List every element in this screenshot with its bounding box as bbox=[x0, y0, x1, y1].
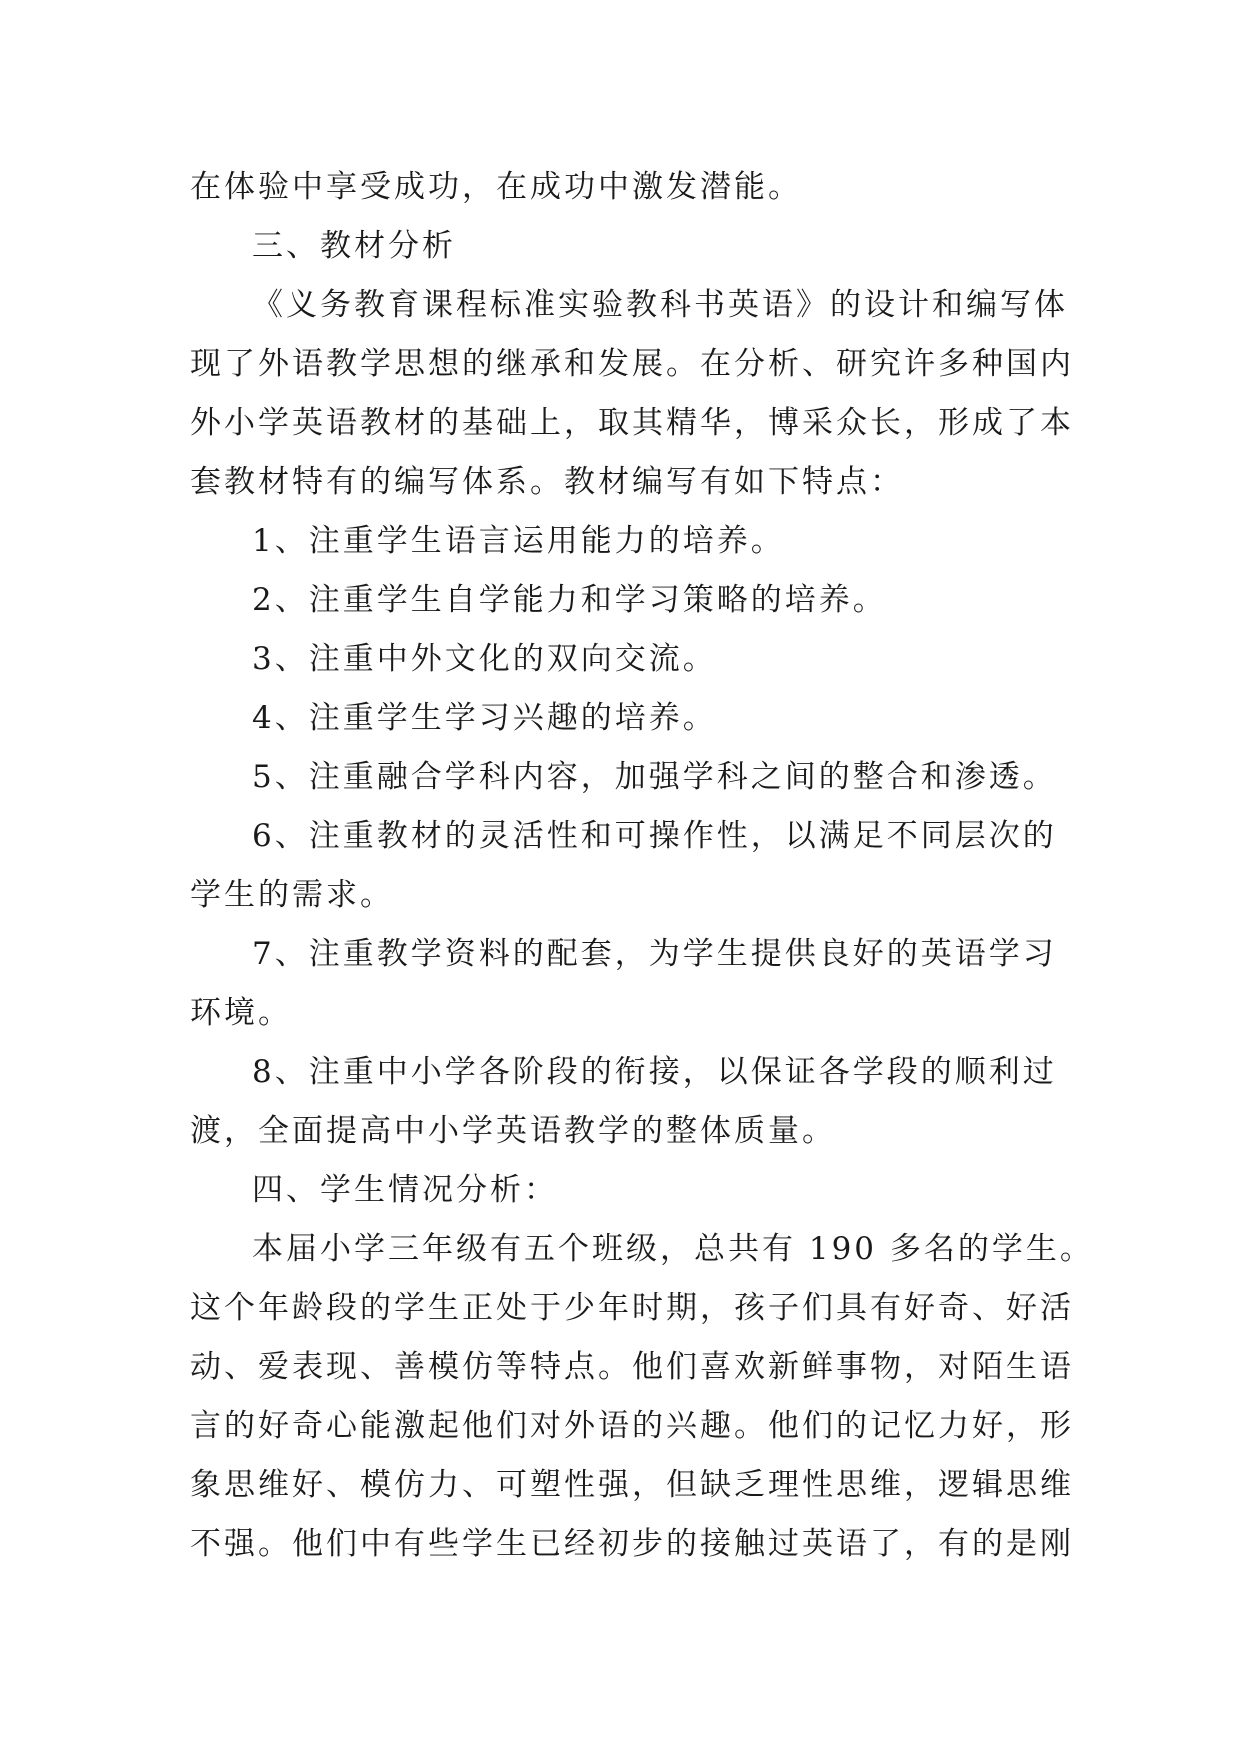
text-line: 本届小学三年级有五个班级，总共有 190 多名的学生。 bbox=[252, 1231, 1094, 1267]
text-line: 渡，全面提高中小学英语教学的整体质量。 bbox=[190, 1113, 836, 1149]
list-item: 4、注重学生学习兴趣的培养。 bbox=[252, 700, 717, 736]
text-line: 象思维好、模仿力、可塑性强，但缺乏理性思维，逻辑思维 bbox=[190, 1467, 1074, 1503]
section-heading-student-analysis: 四、学生情况分析： bbox=[252, 1172, 558, 1208]
text-line: 环境。 bbox=[190, 995, 292, 1031]
list-item: 7、注重教学资料的配套，为学生提供良好的英语学习 bbox=[252, 936, 1057, 972]
section-heading-textbook-analysis: 三、教材分析 bbox=[252, 228, 456, 264]
text-line: 言的好奇心能激起他们对外语的兴趣。他们的记忆力好，形 bbox=[190, 1408, 1074, 1444]
text-line: 现了外语教学思想的继承和发展。在分析、研究许多种国内 bbox=[190, 346, 1074, 382]
list-item: 2、注重学生自学能力和学习策略的培养。 bbox=[252, 582, 887, 618]
list-item: 6、注重教材的灵活性和可操作性，以满足不同层次的 bbox=[252, 818, 1057, 854]
text-line: 这个年龄段的学生正处于少年时期，孩子们具有好奇、好活 bbox=[190, 1290, 1074, 1326]
list-item: 8、注重中小学各阶段的衔接，以保证各学段的顺利过 bbox=[252, 1054, 1057, 1090]
text-line: 不强。他们中有些学生已经初步的接触过英语了，有的是刚 bbox=[190, 1526, 1074, 1562]
list-item: 5、注重融合学科内容，加强学科之间的整合和渗透。 bbox=[252, 759, 1057, 795]
text-line: 动、爱表现、善模仿等特点。他们喜欢新鲜事物，对陌生语 bbox=[190, 1349, 1074, 1385]
text-line: 外小学英语教材的基础上，取其精华，博采众长，形成了本 bbox=[190, 405, 1074, 441]
text-line: 套教材特有的编写体系。教材编写有如下特点： bbox=[190, 464, 904, 500]
body-text bbox=[190, 158, 1094, 1574]
text-line: 《义务教育课程标准实验教科书英语》的设计和编写体 bbox=[252, 287, 1068, 323]
text-line: 学生的需求。 bbox=[190, 877, 394, 913]
list-item: 1、注重学生语言运用能力的培养。 bbox=[252, 523, 785, 559]
list-item: 3、注重中外文化的双向交流。 bbox=[252, 641, 717, 677]
text-line: 在体验中享受成功，在成功中激发潜能。 bbox=[190, 169, 802, 205]
